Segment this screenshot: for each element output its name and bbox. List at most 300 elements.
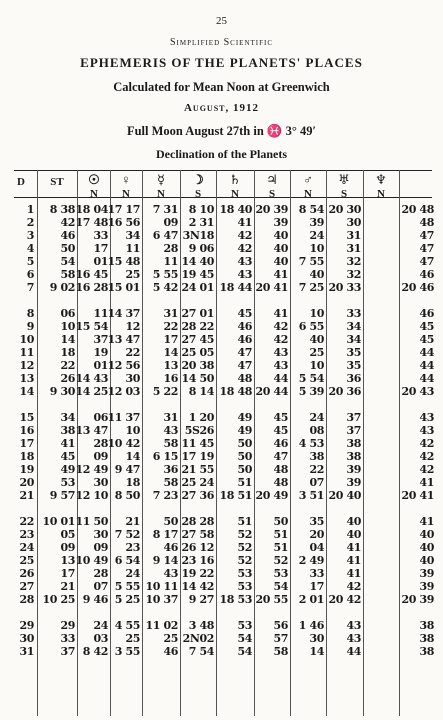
- table-cell: 04: [309, 541, 324, 554]
- table-cell: 45: [60, 450, 75, 463]
- table-cell: 20 49: [255, 489, 288, 502]
- table-cell: 20 33: [328, 281, 361, 294]
- table-cell: 45: [419, 320, 434, 333]
- table-cell: 42: [60, 216, 75, 229]
- jupiter-header: [257, 172, 287, 200]
- table-cell: 39: [273, 216, 288, 229]
- table-cell: 10: [309, 307, 324, 320]
- table-cell: 25 05: [181, 346, 214, 359]
- table-cell: 39: [309, 216, 324, 229]
- day-number: 11: [19, 346, 34, 359]
- table-cell: 9 46: [82, 593, 108, 606]
- table-cell: 26: [60, 372, 75, 385]
- table-cell: 30: [346, 216, 361, 229]
- table-cell: 56: [273, 619, 288, 632]
- table-cell: 46: [237, 333, 252, 346]
- table-cell: 28 28: [181, 515, 214, 528]
- table-cell: 9 14: [152, 554, 178, 567]
- table-cell: 31: [346, 242, 361, 255]
- table-cell: 47: [237, 359, 252, 372]
- table-cell: 44: [419, 372, 434, 385]
- table-cell: 17: [163, 333, 178, 346]
- table-cell: 14 50: [181, 372, 214, 385]
- table-cell: 9 47: [114, 463, 140, 476]
- uranus-header: [329, 172, 359, 200]
- table-cell: 24: [125, 567, 140, 580]
- table-cell: 30: [93, 528, 108, 541]
- table-cell: 06: [60, 307, 75, 320]
- table-cell: 14: [163, 346, 178, 359]
- day-number: 17: [19, 437, 34, 450]
- table-cell: 48: [419, 216, 434, 229]
- document-title: EPHEMERIS OF THE PLANETS' PLACES: [80, 55, 363, 70]
- table-cell: 9 27: [188, 593, 214, 606]
- table-cell: 41: [60, 437, 75, 450]
- table-cell: 12 49: [75, 463, 108, 476]
- day-number: 6: [26, 268, 34, 281]
- table-cell: 42: [346, 580, 361, 593]
- table-cell: 48: [273, 476, 288, 489]
- month-heading: August, 1912: [183, 102, 259, 114]
- table-cell: 28: [93, 437, 108, 450]
- table-cell: 01: [93, 255, 108, 268]
- table-cell: 40: [346, 528, 361, 541]
- table-cell: 50: [273, 515, 288, 528]
- header-direction: S: [194, 188, 202, 200]
- table-cell: 7 52: [114, 528, 140, 541]
- table-cell: 40: [273, 242, 288, 255]
- table-cell: 47: [419, 242, 434, 255]
- table-cell: 14 37: [107, 307, 140, 320]
- table-cell: 52: [273, 554, 288, 567]
- table-cell: 29: [60, 619, 75, 632]
- series-title: Simplified Scientific: [169, 37, 274, 48]
- table-cell: 43: [346, 619, 361, 632]
- table-cell: 41: [237, 216, 252, 229]
- table-cell: 40: [273, 255, 288, 268]
- table-cell: 51: [273, 541, 288, 554]
- table-cell: 17 48: [75, 216, 108, 229]
- table-cell: 30: [125, 372, 140, 385]
- table-cell: 12: [125, 320, 140, 333]
- table-cell: 1 20: [188, 411, 214, 424]
- table-cell: 46: [163, 645, 178, 658]
- table-cell: 28 22: [181, 320, 214, 333]
- table-cell: 5 25: [114, 593, 140, 606]
- table-cell: 54: [60, 255, 75, 268]
- table-cell: 33: [93, 229, 108, 242]
- table-cell: 07: [309, 476, 324, 489]
- table-cell: 24: [309, 229, 324, 242]
- table-cell: 38: [419, 619, 434, 632]
- table-cell: 30: [93, 476, 108, 489]
- table-cell: 28: [163, 242, 178, 255]
- table-cell: 14 42: [181, 580, 214, 593]
- table-cell: 06: [93, 411, 108, 424]
- day-number: 14: [19, 385, 34, 398]
- table-cell: 10 01: [42, 515, 75, 528]
- table-cell: 52: [237, 541, 252, 554]
- saturn-header: [220, 172, 250, 200]
- day-number: 29: [19, 619, 34, 632]
- table-cell: 41: [273, 268, 288, 281]
- table-cell: 44: [419, 346, 434, 359]
- table-cell: 25: [163, 632, 178, 645]
- day-number: 30: [19, 632, 34, 645]
- header-direction: S: [340, 188, 348, 200]
- day-number: 26: [19, 567, 34, 580]
- table-cell: 31: [163, 307, 178, 320]
- table-cell: 54: [237, 645, 252, 658]
- table-cell: 46: [163, 541, 178, 554]
- table-cell: 32: [346, 255, 361, 268]
- table-cell: 39: [419, 580, 434, 593]
- table-cell: 31: [163, 411, 178, 424]
- column-divider: [326, 170, 327, 716]
- day-number: 18: [19, 450, 34, 463]
- table-cell: 10: [60, 320, 75, 333]
- moon-header: [183, 172, 213, 200]
- header-direction: N: [231, 188, 239, 200]
- table-cell: 15 01: [107, 281, 140, 294]
- table-cell: 20 30: [328, 203, 361, 216]
- table-cell: 4 55: [114, 619, 140, 632]
- table-cell: 6 55: [298, 320, 324, 333]
- day-number: 31: [19, 645, 34, 658]
- table-cell: 03: [93, 632, 108, 645]
- table-cell: 36: [163, 463, 178, 476]
- table-cell: 10 49: [75, 554, 108, 567]
- table-cell: 09: [60, 541, 75, 554]
- table-cell: 13: [60, 554, 75, 567]
- table-cell: 42: [419, 450, 434, 463]
- column-divider: [399, 170, 400, 716]
- moon-icon: ☽: [192, 172, 204, 187]
- table-cell: 17 17: [107, 203, 140, 216]
- table-cell: 5 22: [152, 385, 178, 398]
- subtitle: Calculated for Mean Noon at Greenwich: [113, 80, 330, 94]
- day-number: 10: [19, 333, 34, 346]
- table-cell: 38: [309, 450, 324, 463]
- table-cell: 14 43: [75, 372, 108, 385]
- uranus-icon: ♅: [338, 172, 350, 187]
- table-cell: 25 24: [181, 476, 214, 489]
- table-cell: 41: [346, 554, 361, 567]
- day-number: 4: [26, 242, 34, 255]
- table-cell: 40: [419, 541, 434, 554]
- table-cell: 32: [346, 268, 361, 281]
- table-cell: 18 48: [219, 385, 252, 398]
- table-cell: 49: [237, 411, 252, 424]
- table-cell: 24: [93, 619, 108, 632]
- table-cell: 27 45: [181, 333, 214, 346]
- day-number: 5: [26, 255, 34, 268]
- column-divider: [37, 170, 38, 716]
- table-cell: 5 55: [114, 580, 140, 593]
- table-cell: 20: [309, 528, 324, 541]
- table-cell: 05: [60, 528, 75, 541]
- table-cell: 14: [125, 450, 140, 463]
- table-cell: 6 47: [152, 229, 178, 242]
- table-cell: 46: [419, 268, 434, 281]
- table-cell: 5S26: [184, 424, 214, 437]
- table-cell: 27 36: [181, 489, 214, 502]
- day-number: 28: [19, 593, 34, 606]
- mercury-icon: ☿: [157, 172, 165, 187]
- table-cell: 10 37: [145, 593, 178, 606]
- table-cell: 14 40: [181, 255, 214, 268]
- table-cell: 14: [309, 645, 324, 658]
- table-cell: 2N02: [182, 632, 214, 645]
- table-cell: 9 30: [49, 385, 75, 398]
- table-cell: 43: [273, 346, 288, 359]
- venus-icon: ♀: [121, 172, 131, 187]
- table-cell: 58: [273, 645, 288, 658]
- table-cell: 25: [309, 346, 324, 359]
- table-cell: 20 40: [328, 489, 361, 502]
- column-divider: [216, 170, 217, 716]
- day-number: 23: [19, 528, 34, 541]
- table-cell: 16 45: [75, 268, 108, 281]
- table-cell: 45: [237, 307, 252, 320]
- table-cell: 49: [60, 463, 75, 476]
- day-number: 3: [26, 229, 34, 242]
- table-cell: 35: [309, 515, 324, 528]
- table-cell: 47: [273, 450, 288, 463]
- table-cell: 14 25: [75, 385, 108, 398]
- table-cell: 41: [419, 515, 434, 528]
- day-number: 12: [19, 359, 34, 372]
- table-cell: 22: [60, 359, 75, 372]
- table-cell: 50: [237, 450, 252, 463]
- table-cell: 34: [346, 320, 361, 333]
- table-cell: 7 54: [188, 645, 214, 658]
- table-cell: 44: [273, 372, 288, 385]
- table-cell: 19 45: [181, 268, 214, 281]
- table-cell: 20 44: [255, 385, 288, 398]
- table-cell: 58: [60, 268, 75, 281]
- table-cell: 21: [60, 580, 75, 593]
- table-cell: 45: [273, 411, 288, 424]
- table-cell: 18: [60, 346, 75, 359]
- table-cell: 42: [237, 229, 252, 242]
- table-cell: 46: [237, 320, 252, 333]
- table-cell: 53: [273, 567, 288, 580]
- table-cell: 22: [125, 346, 140, 359]
- table-cell: 12 10: [75, 489, 108, 502]
- day-number: 15: [19, 411, 34, 424]
- header-day: D: [17, 176, 25, 188]
- table-cell: 38: [346, 450, 361, 463]
- mars-icon: ♂: [303, 172, 313, 187]
- table-cell: 54: [237, 632, 252, 645]
- table-cell: 2 49: [298, 554, 324, 567]
- table-cell: 51: [237, 515, 252, 528]
- table-cell: 27 01: [181, 307, 214, 320]
- table-cell: 46: [419, 307, 434, 320]
- header-direction: N: [157, 188, 165, 200]
- table-cell: 18 40: [219, 203, 252, 216]
- table-cell: 8 17: [152, 528, 178, 541]
- table-cell: 37: [60, 645, 75, 658]
- table-cell: 42: [273, 333, 288, 346]
- table-cell: 11: [125, 242, 140, 255]
- table-cell: 51: [237, 476, 252, 489]
- table-cell: 40: [273, 229, 288, 242]
- table-cell: 8 42: [82, 645, 108, 658]
- table-cell: 18 04: [75, 203, 108, 216]
- table-cell: 47: [419, 255, 434, 268]
- table-cell: 15 54: [75, 320, 108, 333]
- table-cell: 11: [163, 255, 178, 268]
- table-cell: 10 25: [42, 593, 75, 606]
- table-cell: 33: [309, 567, 324, 580]
- day-number: 25: [19, 554, 34, 567]
- day-number: 21: [19, 489, 34, 502]
- table-cell: 09: [93, 541, 108, 554]
- table-cell: 16 56: [107, 216, 140, 229]
- table-cell: 18 53: [219, 593, 252, 606]
- table-cell: 22: [163, 320, 178, 333]
- table-cell: 48: [273, 463, 288, 476]
- table-cell: 20 41: [401, 489, 434, 502]
- table-cell: 34: [125, 229, 140, 242]
- table-cell: 10: [309, 242, 324, 255]
- table-cell: 23: [125, 541, 140, 554]
- table-cell: 9 57: [49, 489, 75, 502]
- table-cell: 27 58: [181, 528, 214, 541]
- table-cell: 5 39: [298, 385, 324, 398]
- table-cell: 2 31: [188, 216, 214, 229]
- table-cell: 6 54: [114, 554, 140, 567]
- table-cell: 50: [60, 242, 75, 255]
- day-number: 2: [26, 216, 34, 229]
- table-cell: 47: [419, 229, 434, 242]
- table-cell: 43: [273, 359, 288, 372]
- table-cell: 24: [309, 411, 324, 424]
- table-cell: 52: [237, 554, 252, 567]
- table-cell: 43: [163, 424, 178, 437]
- header-direction: N: [377, 188, 385, 200]
- table-cell: 11 37: [107, 411, 140, 424]
- day-number: 19: [19, 463, 34, 476]
- day-number: 1: [26, 203, 34, 216]
- table-cell: 24 01: [181, 281, 214, 294]
- sun-header: [79, 172, 109, 200]
- table-cell: 42: [419, 437, 434, 450]
- table-cell: 10: [309, 359, 324, 372]
- header-direction: N: [304, 188, 312, 200]
- table-cell: 18 44: [219, 281, 252, 294]
- table-cell: 58: [163, 437, 178, 450]
- table-cell: 35: [346, 346, 361, 359]
- table-cell: 45: [273, 424, 288, 437]
- table-cell: 38: [60, 424, 75, 437]
- table-cell: 41: [419, 476, 434, 489]
- table-cell: 8 10: [188, 203, 214, 216]
- table-cell: 22: [309, 463, 324, 476]
- neptune-header: [366, 172, 396, 200]
- table-cell: 40: [346, 515, 361, 528]
- table-cell: 16: [163, 372, 178, 385]
- table-cell: 43: [237, 268, 252, 281]
- table-cell: 3 48: [188, 619, 214, 632]
- table-cell: 16 28: [75, 281, 108, 294]
- day-number: 16: [19, 424, 34, 437]
- table-cell: 54: [273, 580, 288, 593]
- table-cell: 17: [93, 242, 108, 255]
- table-cell: 33: [346, 307, 361, 320]
- header-direction: N: [90, 188, 98, 200]
- table-cell: 25: [125, 268, 140, 281]
- table-cell: 38: [419, 645, 434, 658]
- table-cell: 11 02: [145, 619, 178, 632]
- column-divider: [290, 170, 291, 716]
- table-cell: 3 55: [114, 645, 140, 658]
- table-cell: 21 55: [181, 463, 214, 476]
- table-cell: 20 43: [401, 385, 434, 398]
- table-cell: 7 23: [152, 489, 178, 502]
- table-cell: 8 38: [49, 203, 75, 216]
- header-direction: S: [268, 188, 276, 200]
- table-cell: 49: [237, 424, 252, 437]
- table-cell: 01: [93, 359, 108, 372]
- table-cell: 9 02: [49, 281, 75, 294]
- table-cell: 20 48: [401, 203, 434, 216]
- table-cell: 09: [93, 450, 108, 463]
- table-cell: 11 50: [75, 515, 108, 528]
- table-cell: 44: [346, 645, 361, 658]
- table-cell: 34: [60, 411, 75, 424]
- table-cell: 2 01: [298, 593, 324, 606]
- table-cell: 21: [125, 515, 140, 528]
- table-cell: 57: [273, 632, 288, 645]
- table-cell: 48: [237, 372, 252, 385]
- table-cell: 13 47: [107, 333, 140, 346]
- table-cell: 40: [419, 528, 434, 541]
- day-number: 8: [26, 307, 34, 320]
- section-title: Declination of the Planets: [156, 147, 287, 161]
- table-cell: 08: [309, 424, 324, 437]
- table-cell: 12 56: [107, 359, 140, 372]
- table-cell: 8 50: [114, 489, 140, 502]
- table-cell: 1 46: [298, 619, 324, 632]
- table-cell: 41: [346, 541, 361, 554]
- table-cell: 37: [346, 411, 361, 424]
- table-cell: 5 55: [152, 268, 178, 281]
- table-cell: 40: [419, 554, 434, 567]
- table-cell: 13 47: [75, 424, 108, 437]
- table-cell: 5 42: [152, 281, 178, 294]
- table-cell: 12 03: [107, 385, 140, 398]
- day-number: 9: [26, 320, 34, 333]
- table-cell: 53: [60, 476, 75, 489]
- table-cell: 39: [346, 476, 361, 489]
- table-cell: 7 55: [298, 255, 324, 268]
- table-cell: 35: [346, 359, 361, 372]
- column-divider: [77, 170, 78, 716]
- table-cell: 18: [125, 476, 140, 489]
- header-direction: N: [122, 188, 130, 200]
- table-cell: 34: [346, 333, 361, 346]
- table-cell: 20 36: [328, 385, 361, 398]
- day-number: 22: [19, 515, 34, 528]
- table-cell: 20 39: [401, 593, 434, 606]
- table-cell: 20 46: [401, 281, 434, 294]
- table-cell: 41: [273, 307, 288, 320]
- table-cell: 39: [419, 567, 434, 580]
- table-cell: 28: [93, 567, 108, 580]
